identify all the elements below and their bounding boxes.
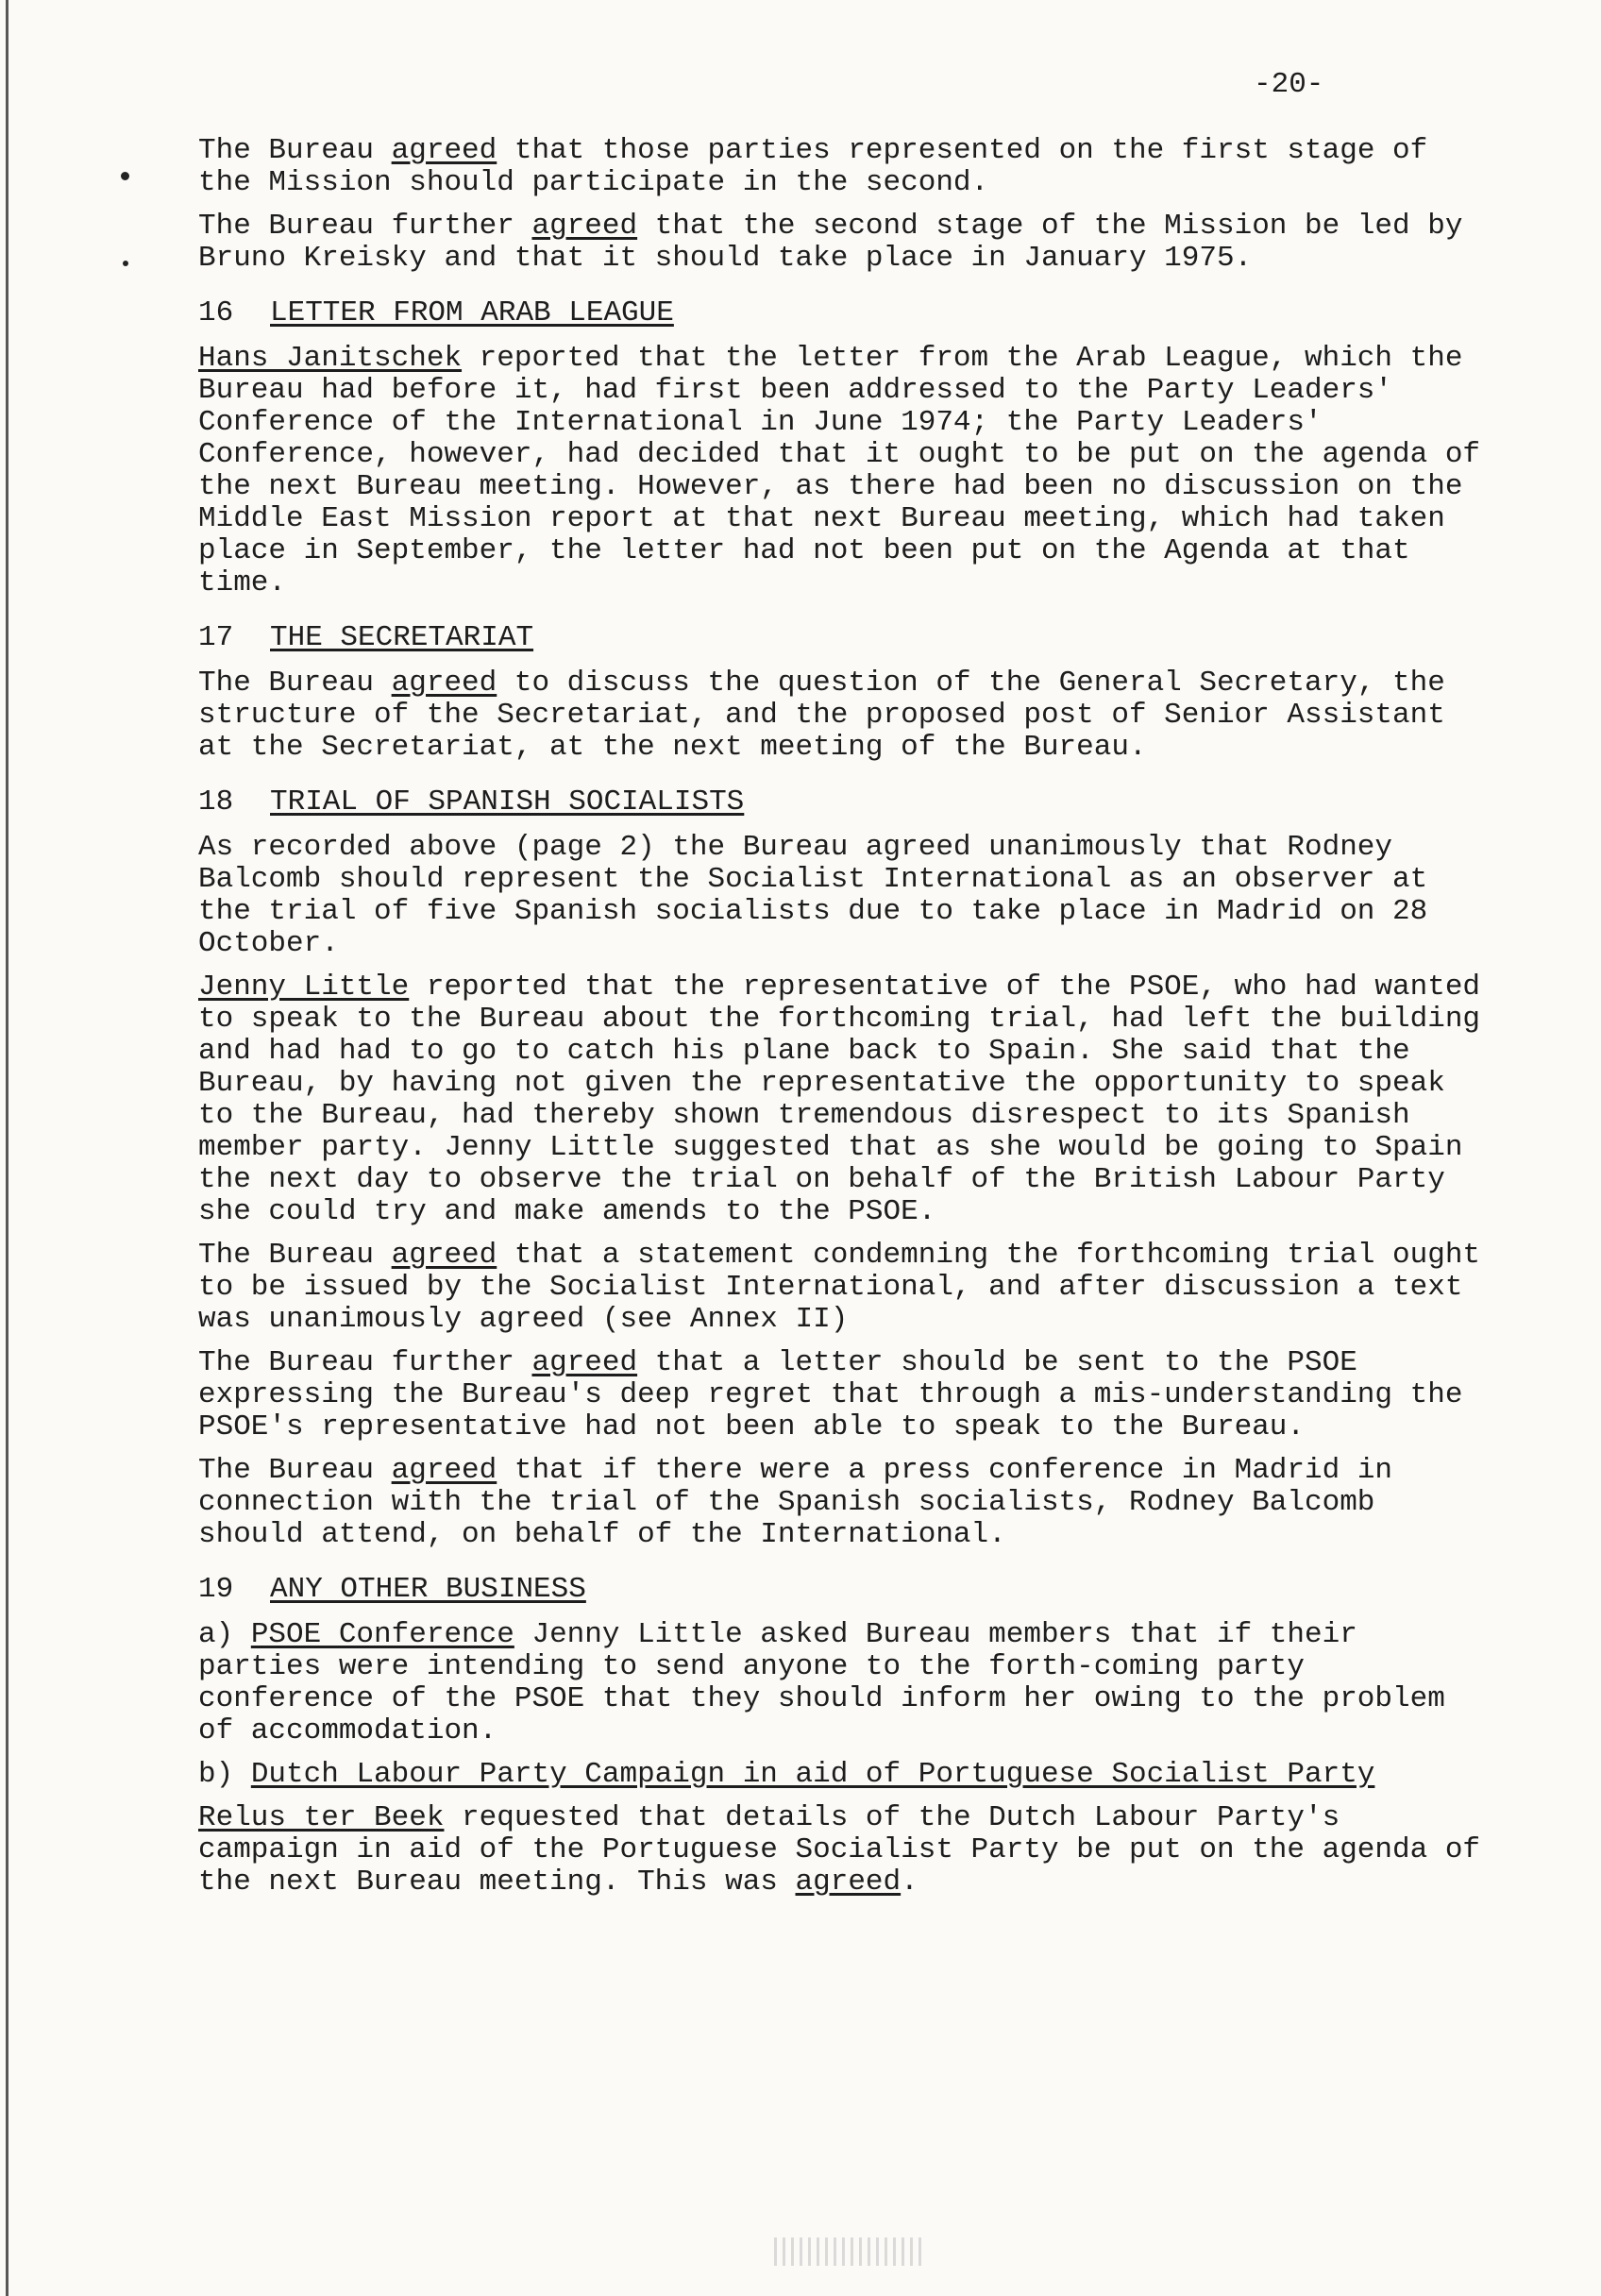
section-heading	[198, 297, 1491, 329]
paragraph	[198, 1759, 1491, 1791]
underlined-phrase: agreed	[531, 210, 638, 243]
sections-container	[198, 297, 1491, 1899]
paragraph	[198, 667, 1491, 764]
paragraph	[198, 211, 1491, 275]
section-title: LETTER FROM ARAB LEAGUE	[270, 296, 674, 329]
underlined-phrase: agreed	[795, 1866, 902, 1899]
section-number: 18	[198, 785, 234, 819]
text-run: that the second stage of the Mission be led by Bruno Kreisky and that it should take place in January 1975.	[198, 210, 1463, 275]
text-run: reported that the representative of the PSOE, who had wanted to speak to the Bureau about the forthcoming trial, had left the building and had had to go to catch his plane back to Spain. She said that the Bureau, by having not given the representative the opportunity to speak to the Bureau, had thereby shown tremendous disrespect to its Spanish member party. Jenny Little suggested that as she would be going to Spain the next day to observe the trial on behalf of the British Labour Party she could try and make amends to the PSOE.	[198, 971, 1481, 1228]
section-number: 17	[198, 621, 234, 654]
paragraph	[198, 1619, 1491, 1747]
underlined-phrase: PSOE Conference	[250, 1618, 514, 1651]
text-run: that those parties represented on the first stage of the Mission should participate in the second.	[198, 134, 1428, 199]
text-run: .	[901, 1866, 918, 1899]
paragraph	[198, 971, 1491, 1228]
underlined-phrase: agreed	[531, 1346, 638, 1379]
section-heading	[198, 622, 1491, 654]
text-run: As recorded above (page 2) the Bureau agreed unanimously that Rodney Balcomb should represent the Socialist International as an observer at the trial of five Spanish socialists due to take place in Madrid on 28 October.	[198, 831, 1428, 960]
margin-punch-mark	[123, 261, 128, 266]
text-run: that a statement condemning the forthcoming trial ought to be issued by the Socialist International, and after discussion a text was unanimously agreed (see Annex II)	[198, 1239, 1481, 1336]
section-title: ANY OTHER BUSINESS	[270, 1573, 586, 1606]
underlined-phrase: Relus ter Beek	[198, 1801, 445, 1834]
text-run: reported that the letter from the Arab League, which the Bureau had before it, had first been addressed to the Party Leaders' Conference of the International in June 1974; the Party Leaders' Conference, however, had decided that it ought to be put on the agenda of the next Bureau meeting. However, as there had been no discussion on the Middle East Mission report at that next Bureau meeting, which had taken place in September, the letter had not been put on the Agenda at that time.	[198, 342, 1481, 599]
section-17	[198, 622, 1491, 764]
paragraph	[198, 1455, 1491, 1551]
section-19	[198, 1574, 1491, 1899]
text-run: that if there were a press conference in Madrid in connection with the trial of the Spanish socialists, Rodney Balcomb should attend, on behalf of the International.	[198, 1454, 1393, 1551]
paragraph	[198, 343, 1491, 599]
paragraph	[198, 135, 1491, 199]
text-run: Jenny Little asked Bureau members that if their parties were intending to send anyone to the forth-coming party conference of the PSOE that they should inform her owing to the problem of accommodation.	[198, 1618, 1445, 1747]
paragraph	[198, 1802, 1491, 1899]
section-number: 16	[198, 296, 234, 329]
underlined-phrase: agreed	[391, 1239, 497, 1272]
underlined-phrase: Jenny Little	[198, 971, 410, 1004]
text-run: that a letter should be sent to the PSOE expressing the Bureau's deep regret that through a mis-understanding the PSOE's representative had not been able to speak to the Bureau.	[198, 1346, 1463, 1443]
underlined-phrase: Dutch Labour Party Campaign in aid of Portuguese Socialist Party	[250, 1758, 1375, 1791]
text-run: requested that details of the Dutch Labour Party's campaign in aid of the Portuguese Socialist Party be put on the agenda of the next Bureau meeting. This was	[198, 1801, 1481, 1899]
underlined-phrase: agreed	[391, 667, 497, 700]
text-run: to discuss the question of the General Secretary, the structure of the Secretariat, and the proposed post of Senior Assistant at the Secretariat, at the next meeting of the Bureau.	[198, 667, 1445, 764]
text-run: a)	[198, 1618, 251, 1651]
page-edge-line	[6, 0, 8, 2296]
section-16	[198, 297, 1491, 599]
section-title: TRIAL OF SPANISH SOCIALISTS	[270, 785, 745, 819]
underlined-phrase: agreed	[391, 134, 497, 167]
underlined-phrase: Hans Janitschek	[198, 342, 463, 375]
text-run: The Bureau	[198, 667, 392, 700]
page-number: -20-	[1254, 68, 1324, 101]
text-run: The Bureau	[198, 1454, 392, 1487]
section-18	[198, 786, 1491, 1551]
section-heading	[198, 786, 1491, 819]
text-run: b)	[198, 1758, 251, 1791]
paragraph	[198, 1347, 1491, 1443]
text-run: The Bureau	[198, 1239, 392, 1272]
paragraph	[198, 832, 1491, 960]
section-number: 19	[198, 1573, 234, 1606]
underlined-phrase: agreed	[391, 1454, 497, 1487]
intro-block	[198, 135, 1491, 275]
paragraph	[198, 1240, 1491, 1336]
margin-punch-mark	[121, 172, 129, 180]
scan-artifact	[774, 2237, 925, 2266]
text-run: The Bureau further	[198, 1346, 532, 1379]
text-run: The Bureau	[198, 134, 392, 167]
text-run: The Bureau further	[198, 210, 532, 243]
section-heading	[198, 1574, 1491, 1606]
section-title: THE SECRETARIAT	[270, 621, 534, 654]
document-body	[198, 135, 1491, 1921]
